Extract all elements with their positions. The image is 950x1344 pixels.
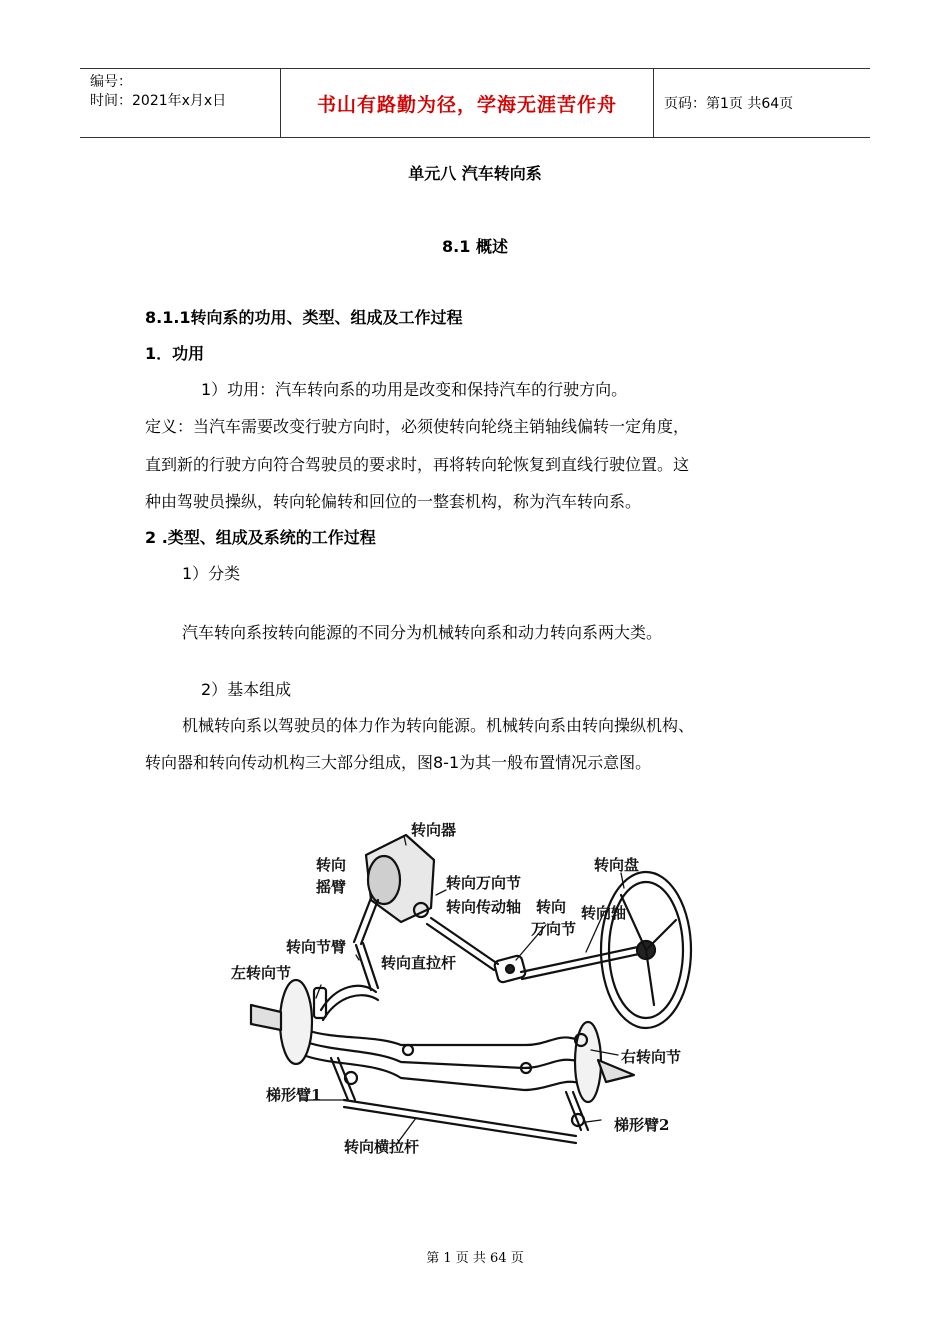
item2-heading: 2 .类型、组成及系统的工作过程 [145,528,376,547]
steering-system-figure [226,800,726,1180]
header-meta [80,69,281,137]
classification-text: 汽车转向系按转向能源的不同分为机械转向系和动力转向系两大类。 [182,623,663,642]
item2-sub2: 2）基本组成 [201,680,292,699]
steering-shaft-icon [521,947,639,979]
document-header [80,68,870,138]
header-motto: 书山有路勤为径，学海无涯苦作舟 [281,69,654,137]
knuckle-arm-icon [321,986,378,1020]
item1-heading: 1．功用 [145,344,205,363]
label-pitman-2: 摇臂 [316,878,347,896]
composition-line-2: 转向器和转向传动机构三大部分组成，图8-1为其一般布置情况示意图。 [145,753,652,772]
label-steering-wheel: 转向盘 [594,856,640,874]
label-ujoint2-1: 转向 [536,898,567,916]
section-title: 8.1 概述 [442,237,508,256]
label-trapezoid-arm-1: 梯形臂1 [266,1086,322,1104]
trapezoid-arm-icon [331,1058,588,1130]
label-drive-shaft: 转向传动轴 [446,898,522,916]
label-pitman-1: 转向 [316,856,347,874]
subsection-heading: 8.1.1转向系的功用、类型、组成及工作过程 [145,308,463,327]
drag-link-icon [356,943,378,990]
number-label: 编号： [90,74,132,90]
label-steering-gear: 转向器 [411,821,457,839]
tie-rod-icon [344,1100,576,1143]
definition-line-1: 定义：当汽车需要改变行驶方向时，必须使转向轮绕主销轴线偏转一定角度， [145,417,690,436]
header-page-info: 页码：第1页 共64页 [664,96,794,112]
label-knuckle-arm: 转向节臂 [286,938,347,956]
label-ujoint2-2: 万向节 [531,920,577,938]
label-drag-link: 转向直拉杆 [381,954,457,972]
label-tie-rod: 转向横拉杆 [344,1138,420,1156]
left-knuckle-icon [251,980,326,1064]
label-left-knuckle: 左转向节 [231,964,292,982]
steering-gear-icon [366,835,434,922]
definition-line-3: 种由驾驶员操纵，转向轮偏转和回位的一整套机构，称为汽车转向系。 [145,492,642,511]
label-universal-joint: 转向万向节 [446,874,522,892]
steering-wheel-icon [601,872,691,1028]
front-axle-icon [306,1030,591,1090]
composition-line-1: 机械转向系以驾驶员的体力作为转向能源。机械转向系由转向操纵机构、 [182,716,695,735]
item2-sub1: 1）分类 [182,564,241,583]
time-label: 时间：2021年x月x日 [90,93,227,109]
label-steering-shaft: 转向轴 [581,904,627,922]
unit-title: 单元八 汽车转向系 [408,164,542,183]
definition-line-2: 直到新的行驶方向符合驾驶员的要求时，再将转向轮恢复到直线行驶位置。这 [145,455,690,474]
pitman-arm-icon [354,898,378,944]
item1-text: 1）功用：汽车转向系的功用是改变和保持汽车的行驶方向。 [201,380,628,399]
label-right-knuckle: 右转向节 [621,1048,682,1066]
page-footer: 第 1 页 共 64 页 [426,1251,524,1266]
label-trapezoid-arm-2: 梯形臂2 [614,1116,670,1134]
